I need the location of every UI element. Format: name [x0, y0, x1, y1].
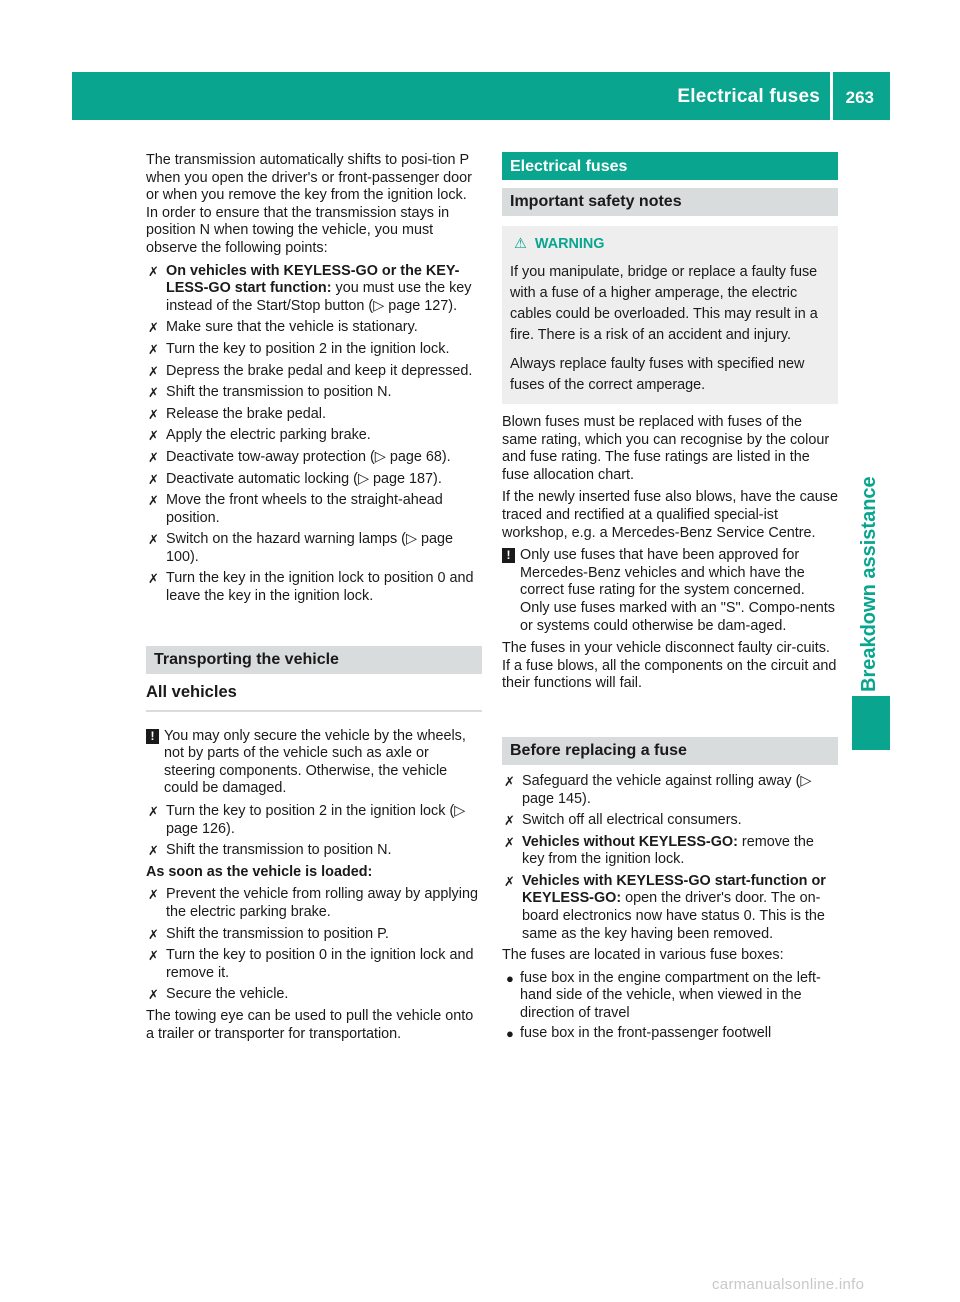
- step-item: [146, 947, 482, 982]
- step-text: Apply the electric parking brake.: [166, 427, 371, 444]
- warning-text: If you manipulate, bridge or replace a faulty fuse with a fuse of a higher amperage, the electric cables could be overloaded. This may result in a fire. There is a risk of an accident and injury.: [510, 264, 818, 343]
- step-item: [146, 531, 482, 566]
- step-arrow-icon: ✗: [504, 834, 515, 850]
- step-item: [146, 886, 482, 921]
- step-arrow-icon: ✗: [504, 873, 515, 889]
- step-item: [146, 986, 482, 1004]
- step-text: remove the key from the ignition lock.: [522, 833, 814, 868]
- warning-text: Always replace faulty fuses with specified new fuses of the correct amperage.: [510, 356, 805, 393]
- step-item: [502, 834, 838, 869]
- section-heading-electrical-fuses: Electrical fuses: [502, 152, 838, 180]
- exclamation-icon: !: [502, 548, 515, 563]
- step-item: [146, 406, 482, 424]
- step-text: Turn the key to position 2 in the ignition lock (▷ page 126).: [166, 803, 466, 837]
- side-tab-marker: [852, 696, 890, 750]
- step-text: Switch off all electrical consumers.: [522, 812, 742, 829]
- body-paragraph: Blown fuses must be replaced with fuses of the same rating, which you can recognise by the colour and fuse rating. The fuse ratings are listed in the fuse allocation chart.: [502, 414, 830, 483]
- step-arrow-icon: ✗: [504, 773, 515, 789]
- step-arrow-icon: ✗: [148, 363, 159, 379]
- watermark: carmanualsonline.info: [712, 1276, 865, 1293]
- warning-heading: [514, 234, 830, 254]
- step-bold: Vehicles without KEYLESS-GO:: [522, 833, 738, 850]
- step-arrow-icon: ✗: [148, 341, 159, 357]
- subsection-heading-all-vehicles: All vehicles: [146, 682, 482, 712]
- step-item: [146, 263, 482, 316]
- intro-paragraph: The transmission automatically shifts to posi-tion P when you open the driver's or front-passenger door or when you remove the key from the ignition lock. In order to ensure that the transmission stays in position N when towing the vehicle, you must observe the following points:: [146, 152, 472, 256]
- step-item: [146, 471, 482, 489]
- step-text: Shift the transmission to position N.: [166, 842, 392, 859]
- body-paragraph: The fuses in your vehicle disconnect faulty cir-cuits. If a fuse blows, all the components on the circuit and their functions will fail.: [502, 640, 837, 692]
- step-text: Turn the key in the ignition lock to position 0 and leave the key in the ignition lock.: [166, 570, 474, 605]
- step-text: Release the brake pedal.: [166, 405, 327, 422]
- exclamation-icon: !: [146, 729, 159, 744]
- outro-paragraph: The towing eye can be used to pull the vehicle onto a trailer or transporter for transportation.: [146, 1007, 474, 1042]
- step-bold: Vehicles with KEYLESS-GO start-function or KEYLESS-GO:: [522, 872, 826, 907]
- step-item: [146, 803, 482, 838]
- warning-triangle-icon: ⚠: [514, 236, 527, 252]
- step-item: [146, 842, 482, 860]
- right-column: [502, 152, 838, 1044]
- body-paragraph: The fuses are located in various fuse boxes:: [502, 947, 784, 964]
- notice-block: [146, 728, 482, 798]
- step-arrow-icon: ✗: [148, 887, 159, 903]
- notice-text: Only use fuses that have been approved for Mercedes-Benz vehicles and which have the correct fuse rating for the system concerned. Only use fuses marked with an "S". Compo-nents or systems could otherwise be dam-aged.: [520, 547, 835, 634]
- step-item: [502, 873, 838, 943]
- step-arrow-icon: ✗: [148, 987, 159, 1003]
- step-text: Secure the vehicle.: [166, 986, 289, 1003]
- step-arrow-icon: ✗: [148, 263, 159, 279]
- step-arrow-icon: ✗: [148, 493, 159, 509]
- step-item: [146, 492, 482, 527]
- step-text: Turn the key to position 2 in the ignition lock.: [166, 340, 450, 357]
- page-header: [72, 72, 890, 120]
- notice-block: [502, 547, 838, 635]
- section-heading-before-replacing: Before replacing a fuse: [502, 737, 838, 765]
- step-arrow-icon: ✗: [148, 471, 159, 487]
- step-text: Switch on the hazard warning lamps (▷ page 100).: [166, 531, 454, 565]
- step-text: Move the front wheels to the straight-ahead position.: [166, 492, 443, 526]
- step-item: [146, 449, 482, 467]
- step-item: [146, 570, 482, 605]
- step-arrow-icon: ✗: [148, 948, 159, 964]
- side-tab-label: Breakdown assistance: [858, 476, 880, 692]
- step-item: [146, 384, 482, 402]
- header-divider: [830, 72, 833, 120]
- bullet-icon: ●: [506, 970, 514, 986]
- left-column: [146, 152, 482, 1048]
- step-text: you must use the key instead of the Start/Stop button (▷ page 127).: [166, 280, 472, 314]
- step-arrow-icon: ✗: [148, 571, 159, 587]
- step-text: Depress the brake pedal and keep it depressed.: [166, 362, 473, 379]
- step-bold: On vehicles with KEYLESS-GO or the KEY-LESS-GO start function:: [166, 262, 460, 297]
- warning-label: WARNING: [534, 236, 605, 252]
- step-item: [146, 319, 482, 337]
- list-item: [502, 1025, 838, 1043]
- step-item: [146, 341, 482, 359]
- list-item-text: fuse box in the engine compartment on the left-hand side of the vehicle, when viewed in the direction of travel: [520, 969, 821, 1022]
- step-item: [502, 812, 838, 830]
- step-arrow-icon: ✗: [148, 804, 159, 820]
- list-item-text: fuse box in the front-passenger footwell: [520, 1024, 772, 1041]
- step-text: Deactivate automatic locking (▷ page 187).: [166, 470, 442, 487]
- step-text: Shift the transmission to position P.: [166, 925, 389, 942]
- header-title: Electrical fuses: [677, 86, 820, 107]
- step-text: Make sure that the vehicle is stationary.: [166, 319, 418, 336]
- step-arrow-icon: ✗: [504, 813, 515, 829]
- body-paragraph: If the newly inserted fuse also blows, have the cause traced and rectified at a qualified special-ist workshop, e.g. a Mercedes-Benz Service Centre.: [502, 489, 838, 541]
- step-item: [146, 363, 482, 381]
- step-arrow-icon: ✗: [148, 843, 159, 859]
- step-arrow-icon: ✗: [148, 449, 159, 465]
- step-arrow-icon: ✗: [148, 406, 159, 422]
- loaded-heading: As soon as the vehicle is loaded:: [146, 863, 373, 880]
- step-text: Prevent the vehicle from rolling away by applying the electric parking brake.: [166, 886, 478, 920]
- step-item: [502, 773, 838, 808]
- page-number: 263: [845, 88, 874, 107]
- step-text: Safeguard the vehicle against rolling away (▷ page 145).: [522, 772, 812, 807]
- notice-text: You may only secure the vehicle by the wheels, not by parts of the vehicle such as axle or steering components. Otherwise, the vehicle could be damaged.: [164, 727, 466, 797]
- step-arrow-icon: ✗: [148, 320, 159, 336]
- list-item: [502, 970, 838, 1023]
- warning-box: [502, 226, 838, 404]
- step-text: Shift the transmission to position N.: [166, 384, 392, 401]
- step-arrow-icon: ✗: [148, 385, 159, 401]
- step-arrow-icon: ✗: [148, 926, 159, 942]
- bullet-icon: ●: [506, 1025, 514, 1041]
- section-heading-transporting: Transporting the vehicle: [146, 646, 482, 674]
- step-arrow-icon: ✗: [148, 428, 159, 444]
- step-arrow-icon: ✗: [148, 532, 159, 548]
- step-text: Turn the key to position 0 in the ignition lock and remove it.: [166, 947, 474, 981]
- step-item: [146, 427, 482, 445]
- step-item: [146, 926, 482, 944]
- section-heading-safety-notes: Important safety notes: [502, 188, 838, 216]
- step-text: Deactivate tow-away protection (▷ page 68).: [166, 448, 451, 465]
- step-text: open the driver's door. The on-board electronics now have status 0. This is the same as the key having been removed.: [522, 890, 825, 942]
